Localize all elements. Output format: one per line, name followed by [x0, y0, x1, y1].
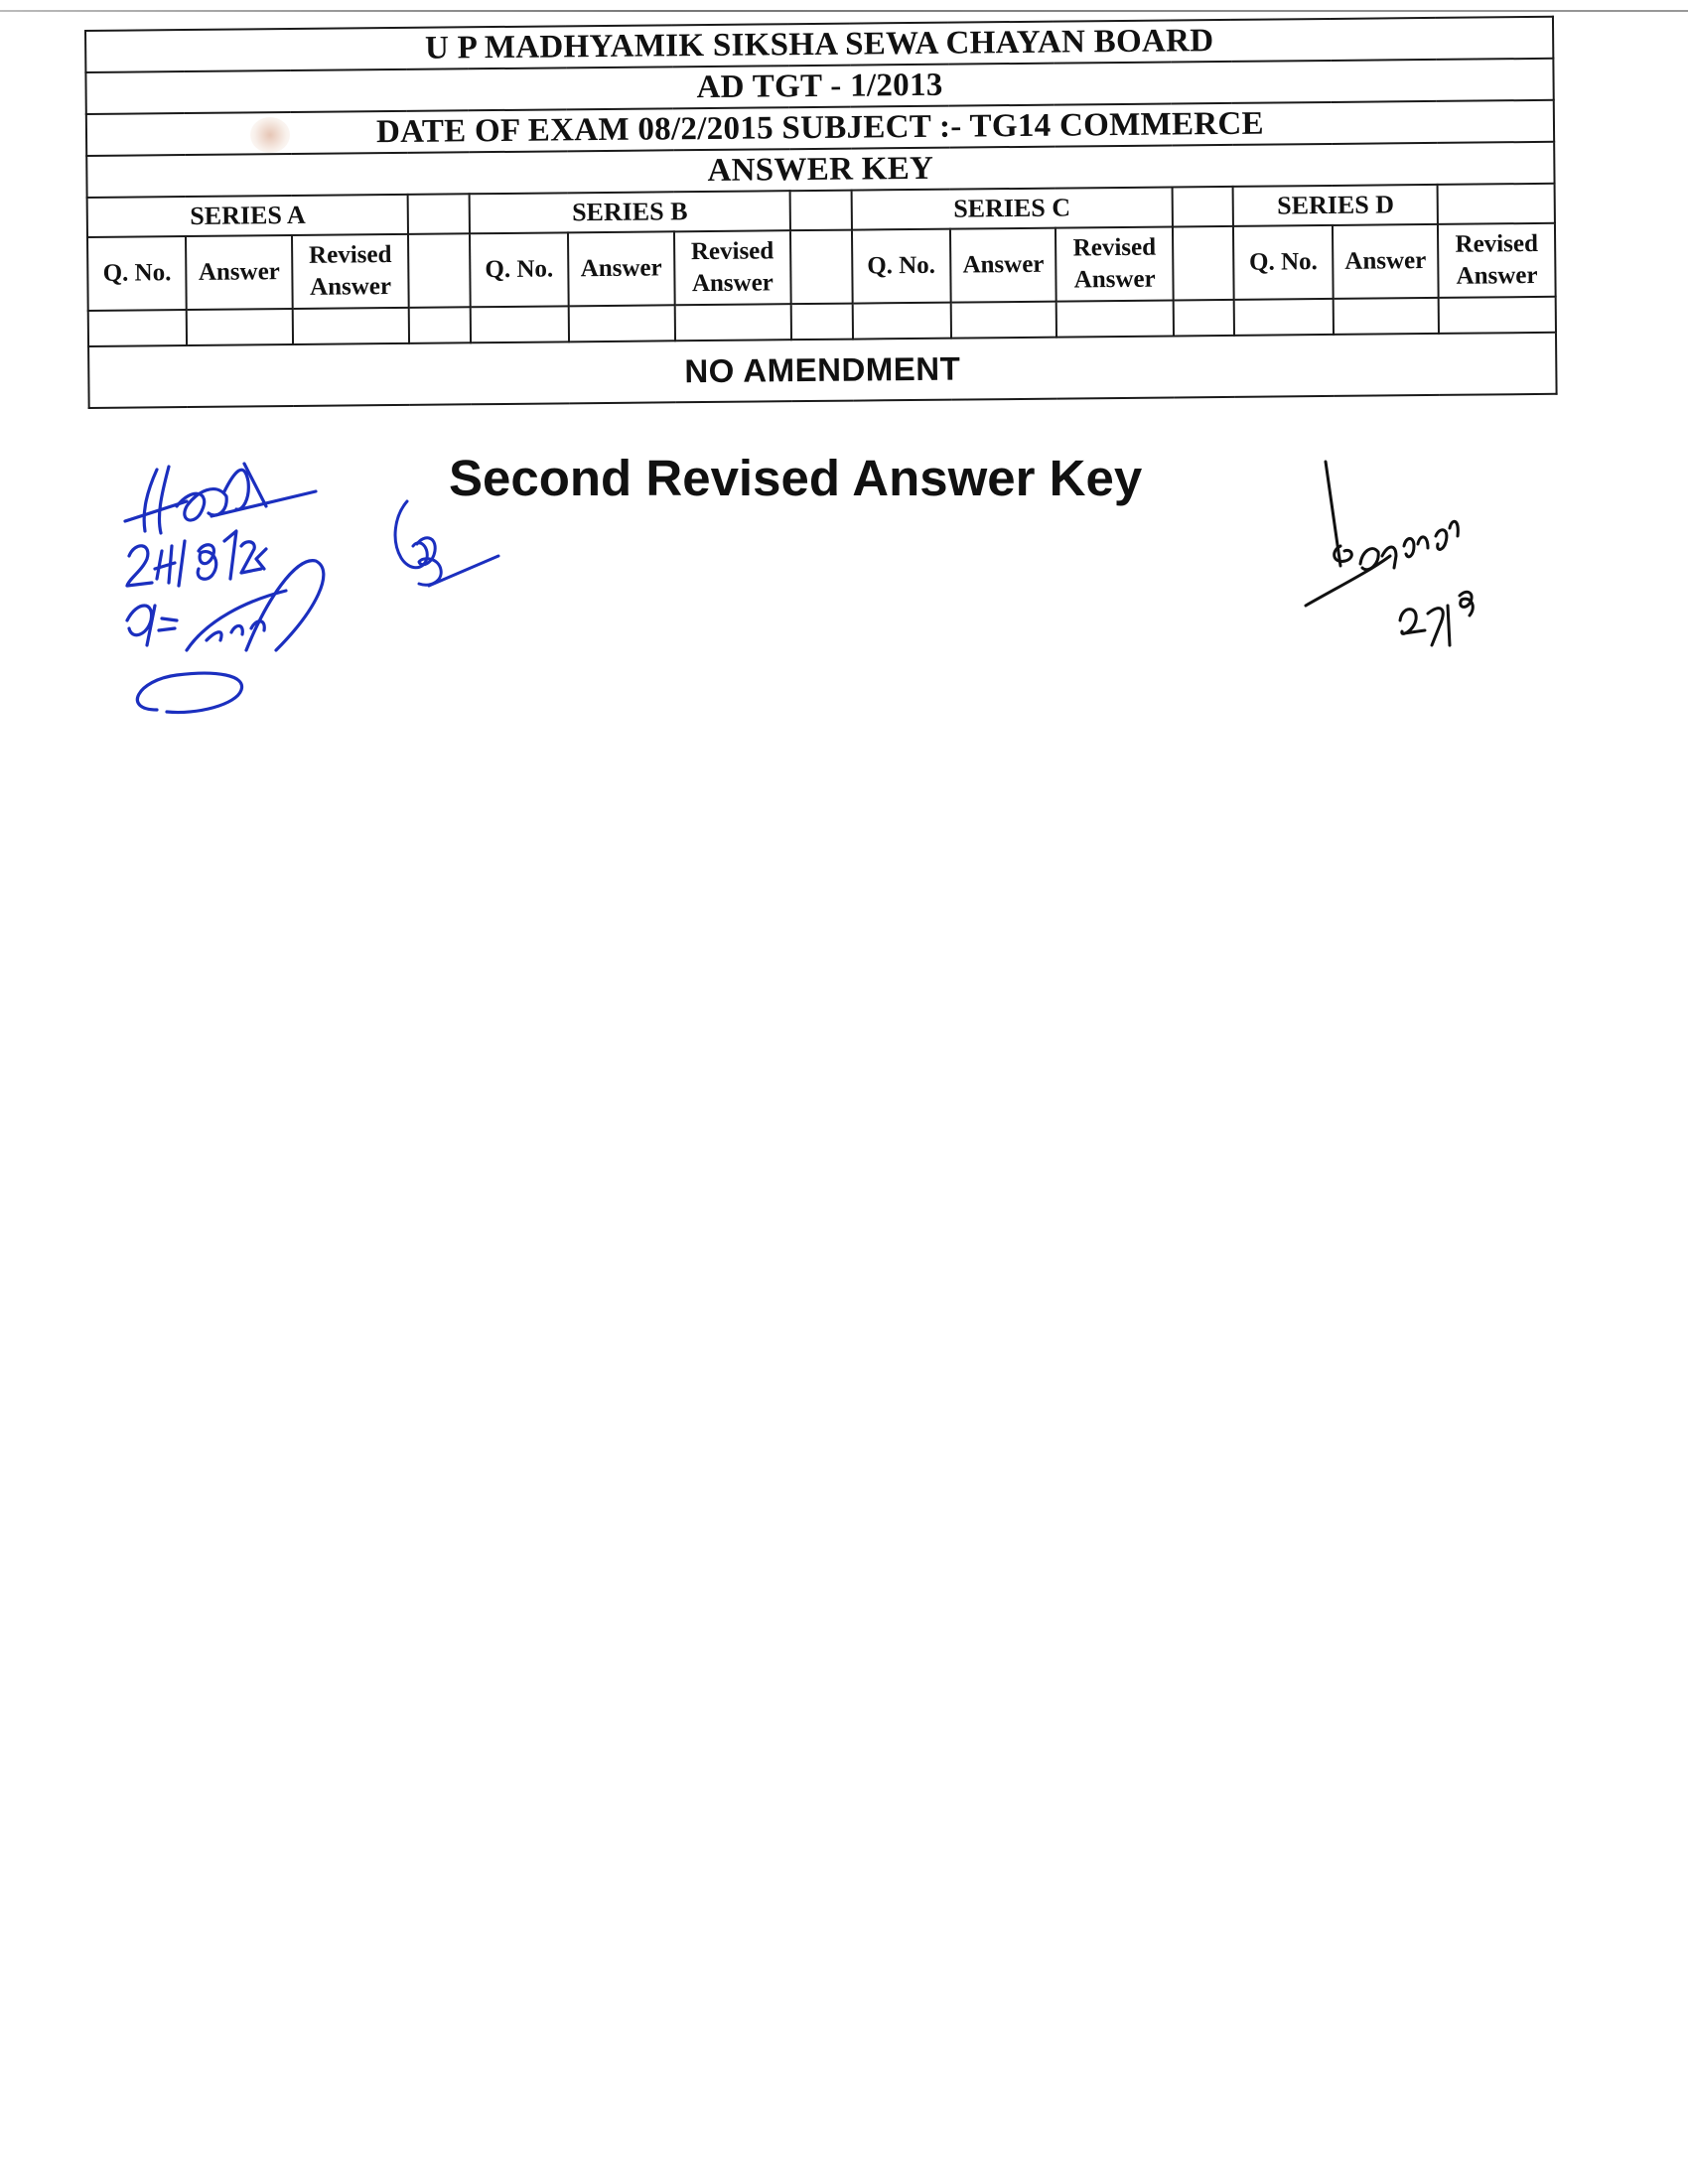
table-cell	[674, 304, 791, 341]
table-cell	[1234, 299, 1334, 336]
series-d-label: SERIES D	[1233, 185, 1438, 226]
signature-right-dated	[1301, 457, 1499, 675]
spacer-cell	[408, 233, 470, 308]
revised-label: Revised	[1072, 233, 1157, 262]
exam-code: AD TGT - 1/2013	[85, 59, 1553, 114]
table-cell	[292, 308, 409, 344]
series-c-label: SERIES C	[851, 187, 1173, 229]
revised-label: Revised	[308, 241, 392, 269]
series-d-revised-header	[1438, 223, 1556, 298]
series-b-revised-header	[674, 230, 791, 305]
table-cell	[88, 310, 188, 346]
document-title: Second Revised Answer Key	[449, 450, 1143, 506]
table-cell	[569, 305, 675, 341]
series-b-answer-header: Answer	[568, 231, 674, 306]
signature-left-dated	[117, 452, 355, 740]
series-a-revised-header	[292, 234, 409, 309]
exam-info: DATE OF EXAM 08/2/2015 SUBJECT :- TG14 COMMERCE	[86, 100, 1554, 156]
series-c-answer-header: Answer	[950, 228, 1056, 303]
answer-key-table	[84, 16, 1558, 409]
spacer-cell	[408, 194, 470, 234]
series-a-answer-header: Answer	[186, 235, 292, 310]
series-a-label: SERIES A	[87, 195, 409, 237]
revised-answer-label: Answer	[1073, 265, 1156, 294]
amendment-status: NO AMENDMENT	[88, 333, 1557, 408]
table-cell	[1439, 297, 1556, 334]
revised-answer-label: Answer	[309, 273, 392, 301]
table-cell	[951, 302, 1057, 339]
revised-answer-label: Answer	[691, 269, 774, 298]
spacer-cell	[1173, 226, 1234, 301]
revised-label: Revised	[690, 237, 774, 266]
table-cell	[409, 307, 471, 343]
table-cell	[791, 304, 853, 341]
series-b-label: SERIES B	[469, 191, 790, 233]
spacer-cell	[790, 230, 852, 305]
signature-middle	[389, 496, 508, 601]
series-a-qno-header: Q. No.	[87, 236, 187, 311]
series-d-answer-header: Answer	[1333, 224, 1439, 299]
table-cell	[1056, 300, 1174, 337]
series-c-qno-header: Q. No.	[852, 229, 951, 304]
table-cell	[187, 309, 293, 345]
table-cell	[852, 303, 951, 340]
series-b-qno-header: Q. No.	[470, 232, 569, 307]
table-cell	[471, 306, 570, 342]
answer-key-sheet	[84, 16, 1558, 409]
revised-label: Revised	[1455, 229, 1539, 258]
series-c-revised-header	[1055, 226, 1173, 301]
board-name: U P MADHYAMIK SIKSHA SEWA CHAYAN BOARD	[85, 17, 1553, 72]
table-cell	[1174, 300, 1235, 337]
scan-edge-line	[0, 10, 1688, 12]
revised-answer-label: Answer	[1456, 261, 1538, 290]
spacer-cell	[790, 191, 852, 231]
spacer-cell	[1173, 187, 1234, 227]
answer-key-title: ANSWER KEY	[86, 142, 1554, 198]
spacer-cell	[1438, 184, 1555, 224]
table-cell	[1333, 298, 1439, 335]
series-d-qno-header: Q. No.	[1233, 225, 1333, 300]
